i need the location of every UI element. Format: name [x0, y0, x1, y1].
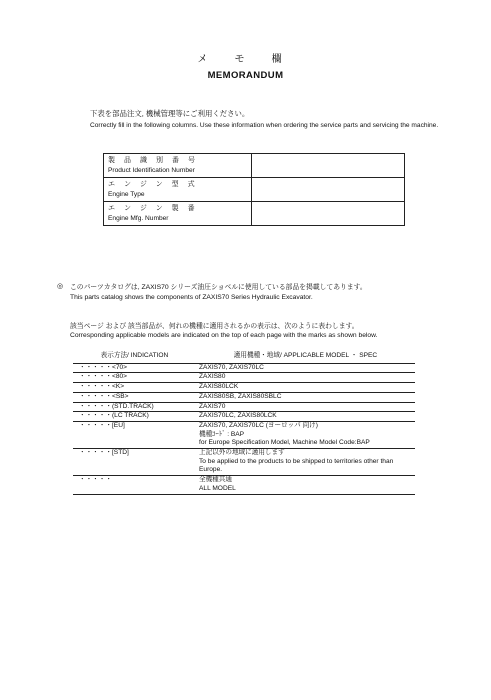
note-text-jp: このパーツカタログは, ZAXIS70 シリーズ油圧ショベルに使用している部品を掲載してあります。: [70, 284, 367, 291]
indication-cell: ・・・・・(STD.TRACK): [73, 402, 196, 412]
model-line: ZAXIS80LCK: [199, 383, 239, 391]
engine-mfg-number-field[interactable]: [252, 202, 405, 226]
model-cell: [196, 383, 415, 393]
model-cell: [196, 449, 415, 476]
intro-text-jp: 下表を部品注文, 機械管理等にご利用ください。: [90, 109, 250, 118]
model-line: 機種ｺｰﾄﾞ : BAP: [199, 430, 245, 438]
note-bullet-icon: ◎: [57, 283, 64, 290]
model-line: 全機種共通: [199, 476, 232, 484]
model-line: To be applied to the products to be shipped to territories other than: [199, 457, 394, 465]
pid-label-jp: エンジン型式: [108, 180, 204, 188]
table-row: [73, 476, 415, 494]
model-line: ZAXIS80: [199, 373, 226, 381]
indication-cell: ・・・・・<80>: [73, 373, 196, 383]
model-cell: [196, 392, 415, 402]
model-line: Europe.: [199, 466, 223, 474]
indication-cell: ・・・・・<70>: [73, 363, 196, 373]
table-row: [73, 449, 415, 476]
table-row: [73, 363, 415, 373]
model-column-header: 適用機種・地域/ APPLICABLE MODEL ・ SPEC: [196, 352, 415, 363]
intro-text-en: Correctly fill in the following columns. Use these information when ordering the service parts and servicing the machine.: [90, 122, 439, 129]
page-title-jp: メ モ 欄: [197, 54, 294, 65]
model-line: ZAXIS70, ZAXIS70LC (ヨーロッパ 向け): [199, 421, 318, 429]
model-line: for Europe Specification Model, Machine Model Code:BAP: [199, 439, 370, 447]
model-cell: [196, 421, 415, 448]
pid-label-en: Engine Type: [108, 190, 145, 198]
model-cell: [196, 476, 415, 494]
indication-cell: ・・・・・: [73, 476, 196, 494]
indication-cell: ・・・・・[STD]: [73, 449, 196, 476]
model-line: ZAXIS70: [199, 402, 226, 410]
table-row: [73, 392, 415, 402]
model-line: ZAXIS70, ZAXIS70LC: [199, 363, 264, 371]
pid-label-en: Engine Mfg. Number: [108, 214, 169, 222]
model-line: ALL MODEL: [199, 484, 236, 492]
page-title-en: MEMORANDUM: [207, 70, 284, 81]
indication-column-header: 表示方法/ INDICATION: [73, 352, 196, 363]
indication-cell: ・・・・・[EU]: [73, 421, 196, 448]
pid-label-cell: [104, 154, 252, 178]
model-cell: [196, 402, 415, 412]
pid-label-jp: エンジン製番: [108, 204, 204, 212]
table-row: [73, 402, 415, 412]
engine-type-field[interactable]: [252, 178, 405, 202]
model-cell: [196, 373, 415, 383]
pid-label-cell: [104, 178, 252, 202]
indication-cell: ・・・・・(LC TRACK): [73, 412, 196, 422]
applicability-desc-jp: 該当ページ および 該当部品が、何れの機種に適用されるかの表示は、次のように表わします。: [70, 323, 359, 330]
applicability-desc-en: Corresponding applicable models are indicated on the top of each page with the marks as shown below.: [70, 332, 378, 339]
indication-cell: ・・・・・<K>: [73, 383, 196, 393]
pid-label-en: Product Identification Number: [108, 166, 195, 174]
product-identification-number-field[interactable]: [252, 154, 405, 178]
model-cell: [196, 363, 415, 373]
model-line: 上記以外の地域に適用します: [199, 449, 285, 457]
pid-label-jp: 製品識別番号: [108, 156, 204, 164]
table-row: [104, 154, 405, 178]
product-identification-table: [103, 153, 405, 226]
table-row: [73, 421, 415, 448]
indication-cell: ・・・・・<SB>: [73, 392, 196, 402]
table-row: [73, 383, 415, 393]
table-header-row: [73, 352, 415, 363]
note-text-en: This parts catalog shows the components of ZAXIS70 Series Hydraulic Excavator.: [70, 294, 313, 301]
applicability-table: [73, 352, 415, 495]
model-line: ZAXIS70LC, ZAXIS80LCK: [199, 412, 277, 420]
table-row: [104, 178, 405, 202]
model-cell: [196, 412, 415, 422]
pid-label-cell: [104, 202, 252, 226]
table-row: [104, 202, 405, 226]
table-row: [73, 412, 415, 422]
table-row: [73, 373, 415, 383]
model-line: ZAXIS80SB, ZAXIS80SBLC: [199, 392, 282, 400]
